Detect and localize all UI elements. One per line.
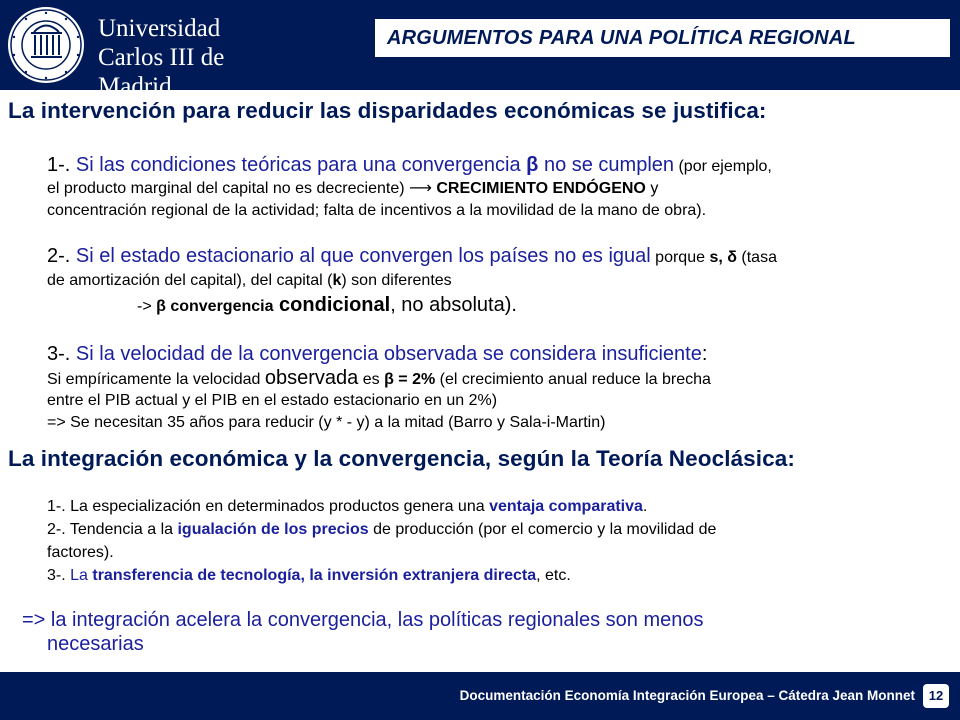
item1-end: .: [642, 498, 648, 515]
p2-line3d: , no absoluta).: [390, 294, 517, 316]
p1-arrow: ⟶: [408, 180, 432, 197]
p3-beta-value: β = 2%: [384, 371, 436, 388]
section1-heading: La intervención para reducir las disparidades económicas se justifica:: [8, 98, 767, 123]
footer-bar: [0, 672, 960, 720]
p2-k: k: [332, 272, 342, 289]
p2-beta-convergencia: β convergencia: [156, 298, 274, 315]
p1-blue-tail: no se cumplen: [538, 154, 675, 176]
p1-line2b: y: [645, 180, 659, 197]
conclusion: [22, 608, 942, 656]
item2-continuation: factores).: [47, 544, 114, 561]
footer-text: Documentación Economía Integración Europea – Cátedra Jean Monnet: [459, 688, 915, 703]
university-name: [98, 14, 270, 101]
p1-paren: (por ejemplo,: [674, 158, 772, 175]
slide-title-box: [375, 19, 950, 57]
p3-es: es: [358, 371, 385, 388]
p2-porque: porque: [650, 249, 710, 266]
section2-heading: La integración económica y la convergencia, según la Teoría Neoclásica:: [8, 446, 795, 471]
university-logo: [0, 0, 270, 100]
p1-beta: β: [526, 154, 539, 176]
p2-number: 2-.: [47, 245, 76, 267]
item1-highlight: ventaja comparativa: [489, 498, 643, 515]
slide-title: ARGUMENTOS PARA UNA POLÍTICA REGIONAL: [387, 27, 856, 49]
header-bar: [0, 0, 960, 100]
item3-highlight: transferencia de tecnología, la inversión extranjera directa: [92, 567, 537, 584]
list-item: [47, 518, 947, 541]
page-number: 12: [923, 684, 949, 708]
p1-blue-lead: Si las condiciones teóricas para una convergencia: [75, 154, 527, 176]
list-item: [47, 495, 947, 518]
p2-blue-lead: Si el estado estacionario al que convergen los países no es igual: [75, 245, 651, 267]
p3-line2b: (el crecimiento anual reduce la brecha: [435, 371, 711, 388]
paragraph-2: [47, 245, 947, 318]
p2-line3a: ->: [137, 298, 157, 315]
item2-end: de producción (por el comercio y la movilidad de: [368, 521, 717, 538]
p3-blue-lead: Si la velocidad de la convergencia observada se considera insuficiente: [75, 343, 702, 365]
university-name-line2: Carlos III de Madrid: [98, 44, 225, 100]
p1-line3: concentración regional de la actividad; falta de incentivos a la movilidad de la mano de obra).: [47, 202, 707, 219]
item3-end: , etc.: [536, 567, 571, 584]
conclusion-line1: => la integración acelera la convergencia, las políticas regionales son menos: [22, 609, 704, 631]
p1-number: 1-.: [47, 154, 76, 176]
item2-highlight: igualación de los precios: [177, 521, 369, 538]
item1-text: 1-. La especialización en determinados productos genera una: [47, 498, 490, 515]
p2-line2b: ) son diferentes: [341, 272, 452, 289]
p3-line3: entre el PIB actual y el PIB en el estado estacionario en un 2%): [47, 392, 498, 409]
paragraph-3: [47, 343, 947, 434]
p2-s-delta: s, δ: [709, 249, 737, 266]
p3-line4: => Se necesitan 35 años para reducir (y * - y) a la mitad (Barro y Sala-i-Martin): [47, 414, 606, 431]
p2-tasa: (tasa: [736, 249, 777, 266]
p3-colon: :: [701, 343, 708, 365]
university-seal-icon: [6, 5, 86, 85]
conclusion-line2: necesarias: [47, 633, 144, 655]
item2-text: 2-. Tendencia a la: [47, 521, 178, 538]
p3-number: 3-.: [47, 343, 76, 365]
p3-line2a: Si empíricamente la velocidad: [47, 371, 265, 388]
p2-condicional: condicional: [273, 294, 391, 316]
paragraph-1: [47, 154, 947, 222]
slide-content: [0, 90, 960, 672]
p2-line2a: de amortización del capital), del capital (: [47, 272, 333, 289]
integration-list: [47, 495, 947, 587]
list-item: [47, 564, 947, 587]
p1-line2a: el producto marginal del capital no es decreciente): [47, 180, 409, 197]
p1-caps: CRECIMIENTO ENDÓGENO: [431, 180, 646, 197]
item3-number: 3-.: [47, 567, 71, 584]
p3-observada: observada: [264, 367, 359, 389]
university-name-line1: Universidad: [98, 15, 221, 42]
item3-la: La: [70, 567, 93, 584]
